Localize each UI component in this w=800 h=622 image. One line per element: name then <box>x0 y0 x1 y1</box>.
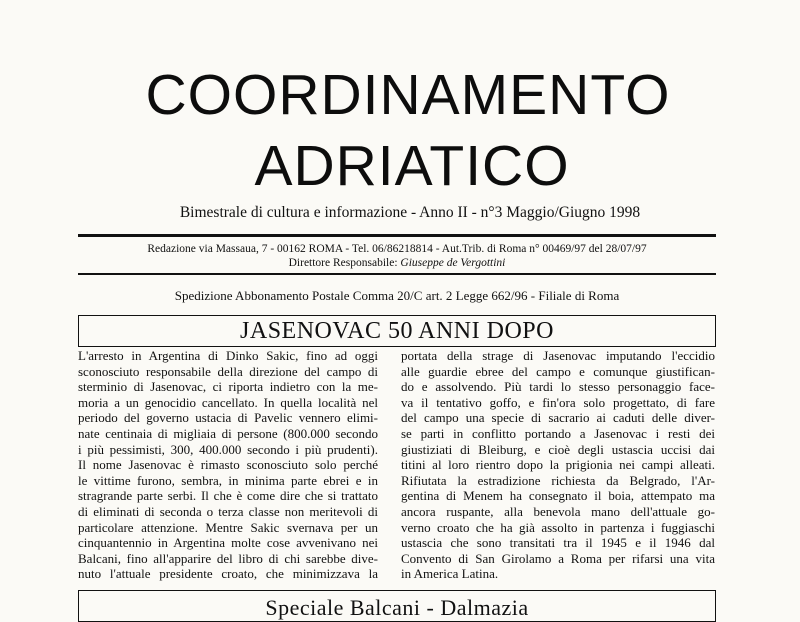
next-article-headline: Speciale Balcani - Dalmazia <box>265 595 529 620</box>
article-headline: JASENOVAC 50 ANNI DOPO <box>240 318 554 344</box>
article-line: Rifiutata la estradizione richiesta da Belgrado, l'Ar- <box>401 472 715 488</box>
article-line: gentina di Menem ha consegnato il boia, attempato ma <box>401 488 715 504</box>
article-line: giustiziati di Bleiburg, e cioè degli ustascia uccisi dai <box>401 441 715 457</box>
article-line: stragrande parte serbi. Il che è come dire che si trattato <box>78 488 378 504</box>
article-line: cinquantennio in Argentina molte cose avvenivano nei <box>78 535 378 551</box>
editorial-address: Redazione via Massaua, 7 - 00162 ROMA - Tel. 06/86218814 - Aut.Trib. di Roma n° 00469/97 del 28/07/97 <box>147 243 647 255</box>
article-line: Balcani, fino all'apparire del libro di chi sarebbe dive- <box>78 550 378 566</box>
article-line: se parti in conflitto portando a Jasenovac i resti dei <box>401 425 715 441</box>
article-line: alle guardie ebree del campo e comunque giustifican- <box>401 363 715 379</box>
article-line: portata della strage di Jasenovac imputando l'eccidio <box>401 348 715 363</box>
masthead-title-line1: COORDINAMENTO <box>145 63 671 127</box>
article-column-left <box>78 348 378 582</box>
article-line: nate centinaia di migliaia di persone (800.000 secondo <box>78 425 378 441</box>
article-line: i più pessimisti, 300, 400.000 secondo i più prudenti). <box>78 441 378 457</box>
article-line: in America Latina. <box>401 566 499 582</box>
editorial-info <box>78 242 716 270</box>
article-line: Convento di San Girolamo a Roma per rifarsi una vita <box>401 550 715 566</box>
article-line: Il nome Jasenovac è rimasto sconosciuto solo perché <box>78 457 378 473</box>
article-line: sterminio di Jasenovac, ci riporta indietro con la me- <box>78 379 378 395</box>
director-name: Giuseppe de Vergottini <box>400 257 506 269</box>
article-headline-box <box>78 315 716 347</box>
article-line: ancora ruspante, alla benevola mano dell'attuale go- <box>401 503 715 519</box>
article-line: nuto l'attuale presidente croato, che minimizzava la <box>78 566 378 582</box>
article-column-right <box>401 348 715 582</box>
article-line: sconosciuto responsabile della direzione del campo di <box>78 363 378 379</box>
article-line: particolare attenzione. Mentre Sakic svernava per un <box>78 519 378 535</box>
article-line: L'arresto in Argentina di Dinko Sakic, fino ad oggi <box>78 348 378 363</box>
article-line: del campo una specie di sacrario ai caduti delle diver- <box>401 410 715 426</box>
article-line: periodo del governo ustacia di Pavelic vennero elimi- <box>78 410 378 426</box>
masthead-title-line2: ADRIATICO <box>254 134 570 198</box>
article-line: do e assolvendo. Più tardi lo stesso personaggio face- <box>401 379 715 395</box>
article-line: va il tentativo goffo, e fin'ora solo progettato, di fare <box>401 394 715 410</box>
next-article-headline-box <box>78 590 716 622</box>
editorial-director <box>78 256 716 270</box>
masthead-rule-bottom <box>78 273 716 275</box>
article-line: le vittime furono, sembra, in minima parte ebrei e in <box>78 472 378 488</box>
masthead-rule-top <box>78 234 716 237</box>
article-line: di eliminati di seconda o terza classe non meritevoli di <box>78 503 378 519</box>
article-line: ustascia che sono transitati tra il 1945 e il 1946 dal <box>401 535 715 551</box>
postal-notice: Spedizione Abbonamento Postale Comma 20/C art. 2 Legge 662/96 - Filiale di Roma <box>174 288 620 303</box>
article-line: titini al loro rientro dopo la prigionia nei campi alleati. <box>401 457 715 473</box>
masthead-subtitle: Bimestrale di cultura e informazione - Anno II - n°3 Maggio/Giugno 1998 <box>179 204 641 221</box>
director-label: Direttore Responsabile: <box>288 257 398 269</box>
article-line: verno croato che ha già assolto in partenza i fuggiaschi <box>401 519 715 535</box>
article-line: moria a un genocidio cancellato. In quella località nel <box>78 394 378 410</box>
